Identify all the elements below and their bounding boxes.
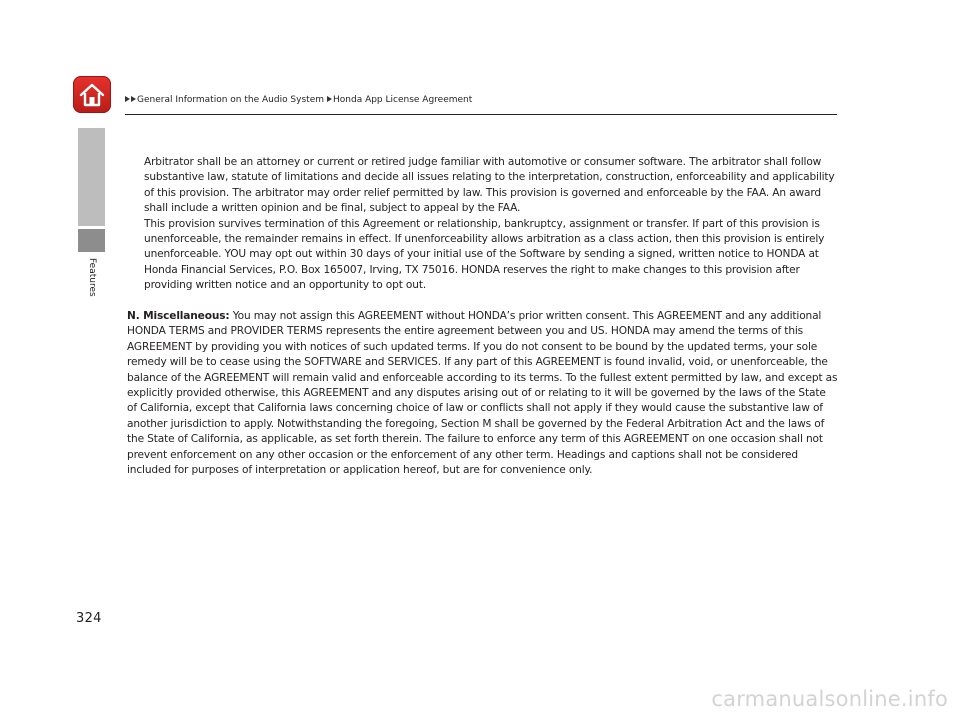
breadcrumb-item-audio-system[interactable]: General Information on the Audio System <box>137 95 324 105</box>
breadcrumb <box>125 94 475 106</box>
paragraph-provision-survives: This provision survives termination of this Agreement or relationship, bankruptcy, assignment or transfer. If part of this provision is unenforceable, the remainder remains in effect. If unenforceability allows arbitration as a class action, then this provision is entirely unenforceable. YOU may opt out within 30 days of your initial use of the Software by sending a signed, written notice to HONDA at Honda Financial Services, P.O. Box 165007, Irving, TX 75016. HONDA reserves the right to make changes to this provision after providing written notice and an opportunity to opt out. <box>144 217 825 292</box>
home-icon <box>78 81 106 108</box>
page-number: 324 <box>76 611 102 626</box>
section-text: You may not assign this AGREEMENT without HONDA’s prior written consent. This AGREEMENT and any additional HONDA TERMS and PROVIDER TERMS represents the entire agreement between you and US. HONDA may amend the terms of this AGREEMENT by providing you with notices of such updated terms. If you do not consent to be bound by the updated terms, your sole remedy will be to cease using the SOFTWARE and SERVICES. If any part of this AGREEMENT is found invalid, void, or unenforceable, the balance of the AGREEMENT will remain valid and enforceable according to its terms. To the fullest extent permitted by law, and except as explicitly provided otherwise, this AGREEMENT and any disputes arising out of or relating to it will be governed by the laws of the State of California, except that California laws concerning choice of law or conflicts shall not apply if they would cause the substantive law of another jurisdiction to apply. Notwithstanding the foregoing, Section M shall be governed by the Federal Arbitration Act and the laws of the State of California, as applicable, as set forth therein. The failure to enforce any term of this AGREEMENT on one occasion shall not prevent enforcement on any other occasion or the enforcement of any other term. Headings and captions shall not be considered included for purposes of interpretation or application hereof, but are for convenience only. <box>127 310 838 477</box>
watermark: carmanualsonline.info <box>711 687 948 711</box>
section-miscellaneous <box>127 309 838 478</box>
side-tab-upper <box>78 128 105 226</box>
section-heading: N. Miscellaneous: <box>127 310 230 322</box>
home-button[interactable] <box>73 76 111 113</box>
triangle-right-icon <box>125 96 130 102</box>
paragraph-miscellaneous <box>127 309 838 478</box>
paragraph-arbitrator: Arbitrator shall be an attorney or current or retired judge familiar with automotive or consumer software. The arbitrator shall follow substantive law, statute of limitations and decide all issues relating to the interpretation, construction, enforceability and applicability of this provision. The arbitrator may order relief permitted by law. This provision is governed and enforceable by the FAA. An award shall include a written opinion and be final, subject to appeal by the FAA. <box>144 156 835 215</box>
triangle-right-icon <box>131 96 136 102</box>
breadcrumb-item-license-agreement[interactable]: Honda App License Agreement <box>333 95 473 105</box>
arbitration-continued <box>144 155 838 294</box>
section-tab-label: Features <box>87 258 97 297</box>
triangle-right-icon <box>327 96 332 102</box>
header-divider <box>125 114 837 115</box>
side-tab-current <box>78 229 105 252</box>
